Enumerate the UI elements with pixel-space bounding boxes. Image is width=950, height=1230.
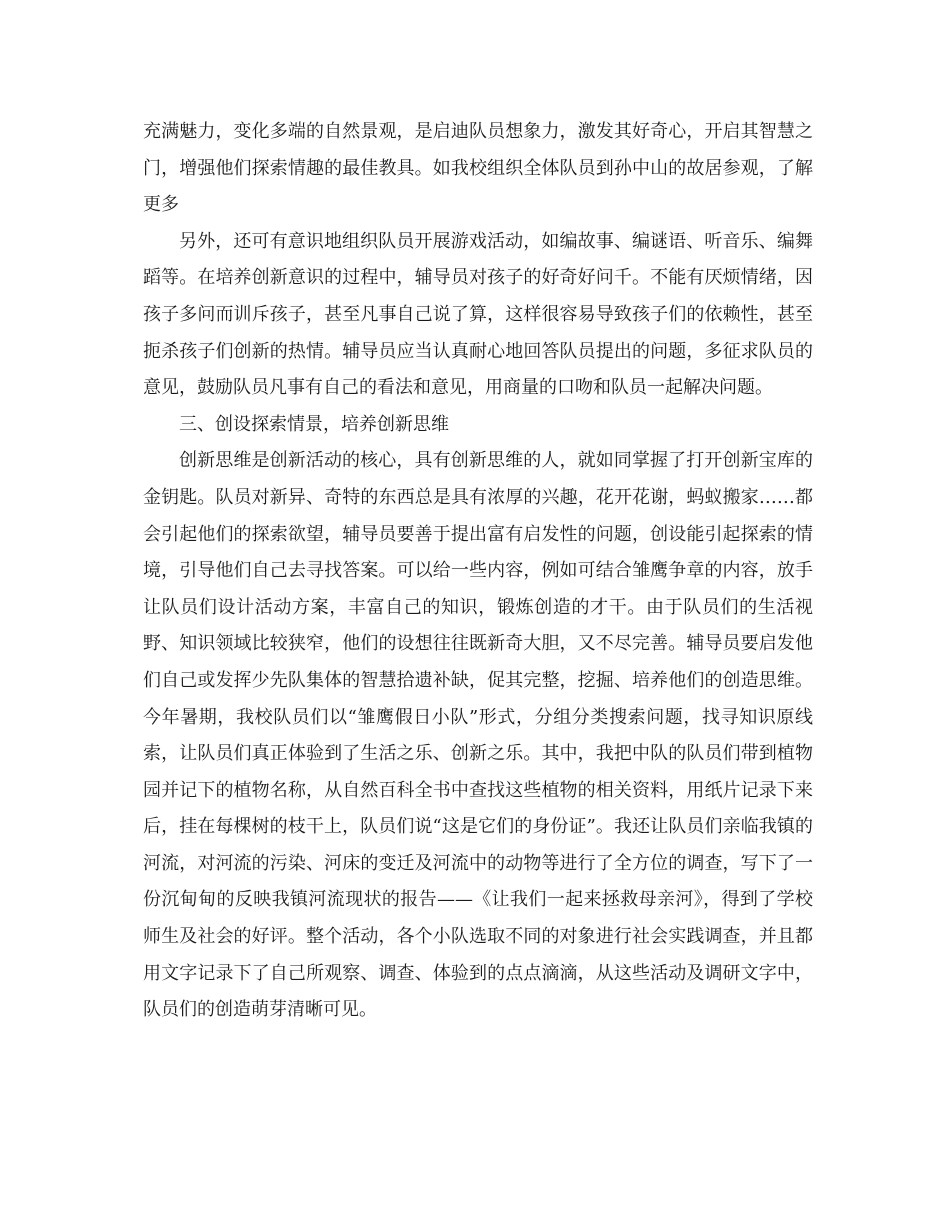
paragraph-continuation: 充满魅力，变化多端的自然景观，是启迪队员想象力，激发其好奇心，开启其智慧之门，增强他们探索情趣的最佳教具。如我校组织全体队员到孙中山的故居参观，了解更多 (143, 121, 813, 216)
paragraph-creative-thinking: 创新思维是创新活动的核心，具有创新思维的人，就如同掌握了打开创新宝库的金钥匙。队员对新异、奇特的东西总是具有浓厚的兴趣，花开花谢，蚂蚁搬家……都会引起他们的探索欲望，辅导员要善于提出富有启发性的问题，创设能引起探索的情境，引导他们自己去寻找答案。可以给一些内容，例如可结合雏鹰争章的内容，放手让队员们设计活动方案，丰富自己的知识，锻炼创造的才干。由于队员们的生活视野、知识领域比较狭窄，他们的设想往往既新奇大胆，又不尽完善。辅导员要启发他们自己或发挥少先队集体的智慧拾遗补缺，促其完整，挖掘、培养他们的创造思维。今年暑期，我校队员们以“雏鹰假日小队”形式，分组分类搜索问题，找寻知识原线索，让队员们真正体验到了生活之乐、创新之乐。其中，我把中队的队员们带到植物园并记下的植物名称，从自然百科全书中查找这些植物的相关资料，用纸片记录下来后，挂在每棵树的枝干上，队员们说“这是它们的身份证”。我还让队员们亲临我镇的河流，对河流的污染、河床的变迁及河流中的动物等进行了全方位的调查，写下了一份沉甸甸的反映我镇河流现状的报告——《让我们一起来拯救母亲河》，得到了学校师生及社会的好评。整个活动，各个小队选取不同的对象进行社会实践调查，并且都用文字记录下了自己所观察、调查、体验到的点点滴滴，从这些活动及调研文字中，队员们的创造萌芽清晰可见。 (143, 450, 813, 1021)
document-body (143, 114, 813, 1029)
section-heading: 三、创设探索情景，培养创新思维 (179, 413, 449, 435)
paragraph-activities: 另外，还可有意识地组织队员开展游戏活动，如编故事、编谜语、听音乐、编舞蹈等。在培养创新意识的过程中，辅导员对孩子的好奇好问千。不能有厌烦情绪，因孩子多问而训斥孩子，甚至凡事自己说了算，这样很容易导致孩子们的依赖性，甚至扼杀孩子们创新的热情。辅导员应当认真耐心地回答队员提出的问题，多征求队员的意见，鼓励队员凡事有自己的看法和意见，用商量的口吻和队员一起解决问题。 (143, 230, 813, 399)
